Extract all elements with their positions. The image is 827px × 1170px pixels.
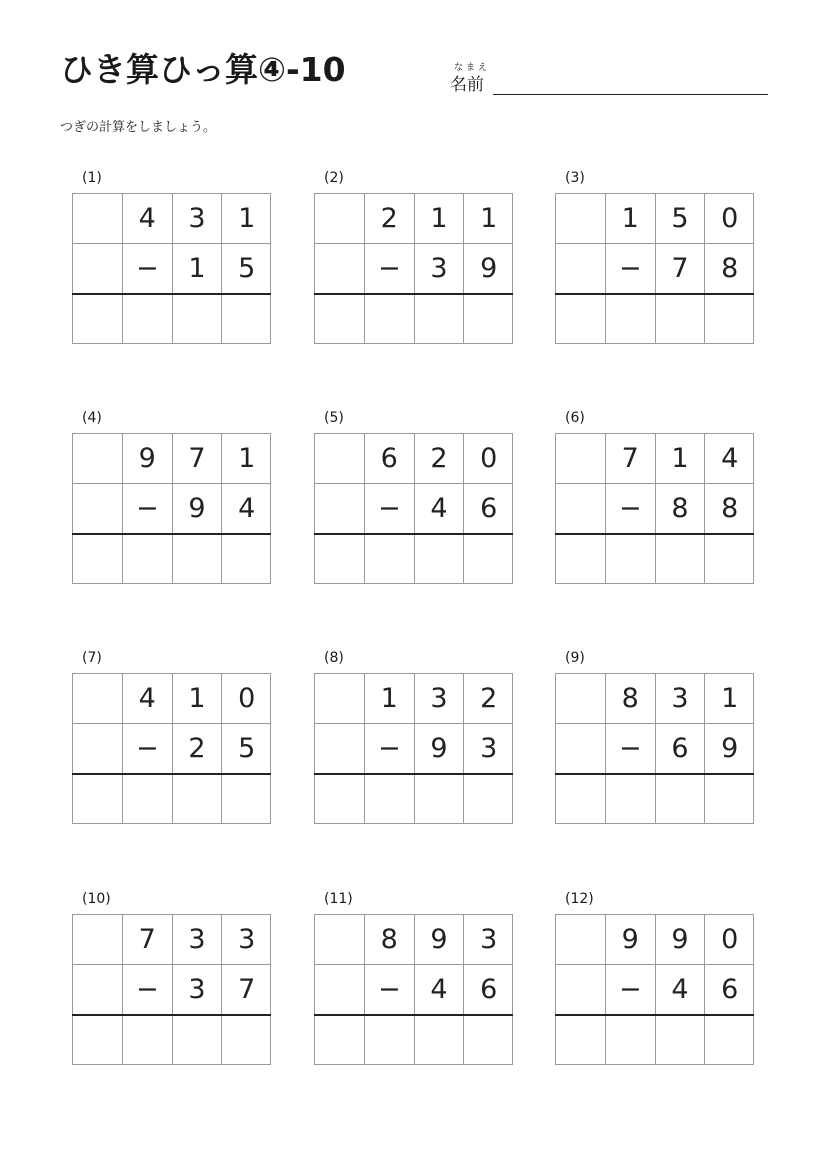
calculation-grid: [555, 914, 754, 1065]
subtrahend-digit: 3: [188, 974, 206, 1005]
problem-number: (1): [82, 170, 102, 186]
minuend-digit: 2: [480, 683, 498, 714]
subtrahend-digit: 6: [721, 974, 739, 1005]
answer-cell[interactable]: [656, 774, 705, 823]
name-label: 名前: [450, 75, 484, 95]
problem-5: [314, 410, 514, 590]
answer-cell[interactable]: [315, 1015, 364, 1064]
answer-cell[interactable]: [705, 1015, 754, 1064]
answer-cell[interactable]: [73, 534, 122, 583]
answer-cell[interactable]: [705, 294, 754, 343]
answer-cell[interactable]: [656, 1015, 705, 1064]
answer-cell[interactable]: [173, 534, 222, 583]
problem-4: [72, 410, 272, 590]
minuend-digit: 3: [480, 924, 498, 955]
minuend-digit: 1: [621, 203, 639, 234]
problem-11: [314, 891, 514, 1071]
answer-cell[interactable]: [556, 1015, 605, 1064]
answer-cell[interactable]: [705, 774, 754, 823]
subtrahend-digit: 4: [430, 493, 448, 524]
calculation-grid: [314, 914, 513, 1065]
subtrahend-digit: 7: [671, 253, 689, 284]
answer-cell[interactable]: [365, 774, 414, 823]
answer-cell[interactable]: [464, 294, 513, 343]
answer-cell[interactable]: [464, 534, 513, 583]
answer-cell[interactable]: [415, 774, 464, 823]
problem-number: (6): [565, 410, 585, 426]
minuend-digit: 9: [671, 924, 689, 955]
answer-cell[interactable]: [315, 534, 364, 583]
minus-sign: −: [377, 253, 401, 284]
minus-sign: −: [618, 253, 642, 284]
minuend-digit: 3: [430, 683, 448, 714]
minuend-digit: 7: [138, 924, 156, 955]
subtrahend-digit: 9: [430, 733, 448, 764]
answer-cell[interactable]: [222, 1015, 271, 1064]
answer-cell[interactable]: [123, 294, 172, 343]
subtrahend-digit: 8: [721, 253, 739, 284]
minus-sign: −: [618, 974, 642, 1005]
page-title: ひき算ひっ算④-10: [60, 50, 346, 89]
calculation-grid: [72, 673, 271, 824]
subtrahend-digit: 6: [480, 974, 498, 1005]
minuend-digit: 9: [138, 443, 156, 474]
problem-number: (8): [324, 650, 344, 666]
answer-cell[interactable]: [315, 294, 364, 343]
answer-cell[interactable]: [464, 774, 513, 823]
minuend-digit: 8: [380, 924, 398, 955]
answer-cell[interactable]: [365, 294, 414, 343]
minuend-digit: 8: [621, 683, 639, 714]
calculation-grid: [72, 914, 271, 1065]
minus-sign: −: [135, 493, 159, 524]
minuend-digit: 1: [188, 683, 206, 714]
minus-sign: −: [135, 733, 159, 764]
answer-cell[interactable]: [222, 294, 271, 343]
minuend-digit: 3: [188, 924, 206, 955]
answer-cell[interactable]: [656, 534, 705, 583]
problem-7: [72, 650, 272, 830]
answer-cell[interactable]: [73, 1015, 122, 1064]
minuend-digit: 9: [430, 924, 448, 955]
subtrahend-digit: 3: [430, 253, 448, 284]
problem-10: [72, 891, 272, 1071]
calculation-grid: [555, 433, 754, 584]
subtrahend-digit: 5: [238, 733, 256, 764]
subtrahend-digit: 3: [480, 733, 498, 764]
problem-number: (2): [324, 170, 344, 186]
subtrahend-digit: 8: [721, 493, 739, 524]
minuend-digit: 1: [238, 203, 256, 234]
subtrahend-digit: 4: [238, 493, 256, 524]
minus-sign: −: [135, 974, 159, 1005]
calculation-grid: [72, 433, 271, 584]
answer-cell[interactable]: [606, 294, 655, 343]
instruction-text: つぎの計算をしましょう。: [60, 120, 217, 135]
minus-sign: −: [618, 733, 642, 764]
subtrahend-digit: 6: [671, 733, 689, 764]
answer-cell[interactable]: [556, 774, 605, 823]
minuend-digit: 0: [721, 924, 739, 955]
minus-sign: −: [135, 253, 159, 284]
answer-cell[interactable]: [606, 1015, 655, 1064]
problem-9: [555, 650, 755, 830]
name-line[interactable]: [493, 94, 768, 95]
answer-cell[interactable]: [606, 774, 655, 823]
problem-2: [314, 170, 514, 350]
problem-6: [555, 410, 755, 590]
problem-number: (7): [82, 650, 102, 666]
minuend-digit: 0: [721, 203, 739, 234]
subtrahend-digit: 8: [671, 493, 689, 524]
minuend-digit: 3: [188, 203, 206, 234]
problem-1: [72, 170, 272, 350]
answer-cell[interactable]: [315, 774, 364, 823]
subtrahend-digit: 9: [480, 253, 498, 284]
answer-cell[interactable]: [464, 1015, 513, 1064]
minuend-digit: 7: [621, 443, 639, 474]
answer-cell[interactable]: [556, 294, 605, 343]
problem-12: [555, 891, 755, 1071]
minus-sign: −: [377, 733, 401, 764]
answer-cell[interactable]: [173, 294, 222, 343]
answer-cell[interactable]: [606, 534, 655, 583]
answer-cell[interactable]: [705, 534, 754, 583]
subtrahend-digit: 6: [480, 493, 498, 524]
answer-cell[interactable]: [415, 294, 464, 343]
answer-cell[interactable]: [173, 774, 222, 823]
minuend-digit: 1: [671, 443, 689, 474]
minuend-digit: 2: [380, 203, 398, 234]
minuend-digit: 5: [671, 203, 689, 234]
calculation-grid: [72, 193, 271, 344]
problem-number: (10): [82, 891, 111, 907]
subtrahend-digit: 7: [238, 974, 256, 1005]
answer-cell[interactable]: [556, 534, 605, 583]
subtrahend-digit: 9: [721, 733, 739, 764]
minuend-digit: 4: [138, 203, 156, 234]
subtrahend-digit: 9: [188, 493, 206, 524]
answer-cell[interactable]: [73, 294, 122, 343]
problem-number: (4): [82, 410, 102, 426]
answer-cell[interactable]: [123, 774, 172, 823]
problem-number: (9): [565, 650, 585, 666]
answer-cell[interactable]: [415, 1015, 464, 1064]
minus-sign: −: [377, 974, 401, 1005]
minuend-digit: 6: [380, 443, 398, 474]
subtrahend-digit: 2: [188, 733, 206, 764]
answer-cell[interactable]: [123, 1015, 172, 1064]
minuend-digit: 3: [238, 924, 256, 955]
answer-cell[interactable]: [123, 534, 172, 583]
minuend-digit: 0: [238, 683, 256, 714]
calculation-grid: [314, 673, 513, 824]
problem-number: (3): [565, 170, 585, 186]
minus-sign: −: [377, 493, 401, 524]
minuend-digit: 7: [188, 443, 206, 474]
minuend-digit: 4: [721, 443, 739, 474]
minuend-digit: 1: [238, 443, 256, 474]
minuend-digit: 3: [671, 683, 689, 714]
subtrahend-digit: 4: [430, 974, 448, 1005]
answer-cell[interactable]: [415, 534, 464, 583]
minuend-digit: 1: [380, 683, 398, 714]
subtrahend-digit: 1: [188, 253, 206, 284]
answer-cell[interactable]: [222, 774, 271, 823]
minuend-digit: 1: [721, 683, 739, 714]
problem-3: [555, 170, 755, 350]
problem-number: (12): [565, 891, 594, 907]
minuend-digit: 1: [430, 203, 448, 234]
minuend-digit: 4: [138, 683, 156, 714]
subtrahend-digit: 5: [238, 253, 256, 284]
calculation-grid: [314, 433, 513, 584]
problem-number: (5): [324, 410, 344, 426]
minuend-digit: 2: [430, 443, 448, 474]
name-ruby: なまえ: [454, 63, 491, 73]
answer-cell[interactable]: [365, 534, 414, 583]
problem-8: [314, 650, 514, 830]
name-field[interactable]: [450, 60, 770, 100]
calculation-grid: [555, 673, 754, 824]
answer-cell[interactable]: [365, 1015, 414, 1064]
minus-sign: −: [618, 493, 642, 524]
subtrahend-digit: 4: [671, 974, 689, 1005]
answer-cell[interactable]: [173, 1015, 222, 1064]
minuend-digit: 9: [621, 924, 639, 955]
minuend-digit: 1: [480, 203, 498, 234]
calculation-grid: [555, 193, 754, 344]
calculation-grid: [314, 193, 513, 344]
problem-number: (11): [324, 891, 353, 907]
answer-cell[interactable]: [656, 294, 705, 343]
answer-cell[interactable]: [222, 534, 271, 583]
minuend-digit: 0: [480, 443, 498, 474]
answer-cell[interactable]: [73, 774, 122, 823]
